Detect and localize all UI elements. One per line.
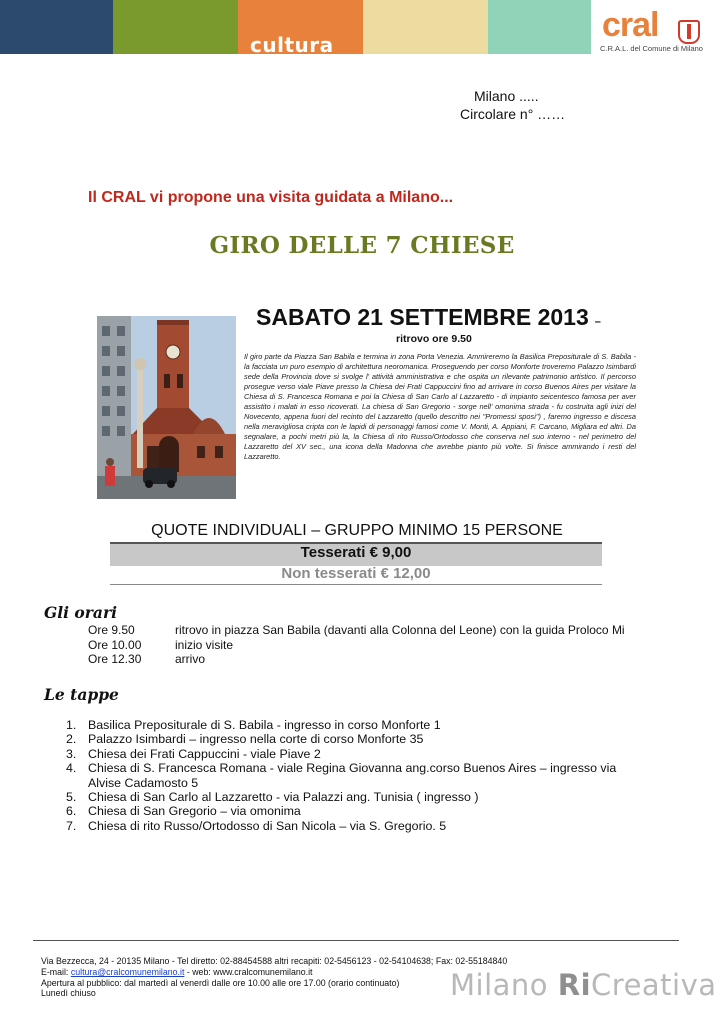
footer-links: E-mail: cultura@cralcomunemilano.it - web: www.cralcomunemilano.it	[41, 966, 313, 977]
schedule-time: Ore 9.50	[88, 623, 135, 637]
price-non-members: Non tesserati € 12,00	[281, 565, 431, 582]
list-item-number: 6.	[66, 804, 77, 819]
list-item-text: Chiesa di San Gregorio – via omonima	[88, 804, 301, 819]
section-label: cultura	[250, 33, 334, 57]
list-item-number: 5.	[66, 790, 77, 805]
footer-contacts	[41, 956, 507, 999]
list-item-number: 3.	[66, 746, 77, 761]
web-address: www.cralcomunemilano.it	[213, 966, 313, 977]
list-item-text: Chiesa di S. Francesca Romana - viale Regina Giovanna ang.corso Buenos Aires – ingresso via Alvise Cadamosto 5	[88, 761, 617, 790]
list-item-text: Basilica Prepositurale di S. Babila - ingresso in corso Monforte 1	[88, 718, 441, 732]
footer-divider	[33, 940, 679, 941]
schedule-desc: ritrovo in piazza San Babila (davanti alla Colonna del Leone) con la guida Proloco Mi	[175, 623, 625, 637]
list-item	[66, 819, 626, 833]
list-item-number: 2.	[66, 732, 77, 747]
footer-hours: Apertura al pubblico: dal martedì al venerdì dalle ore 10.00 alle ore 17.00 (orario continuato)	[41, 977, 400, 988]
event-description: Il giro parte da Piazza San Babila e termina in zona Porta Venezia. Ammireremo la Basilica Prepositurale di S. Babila - la facciata un puro esempio di architettura neoromanica. Proseguendo per corso Monforte troveremo Palazzo Isimbardi sede della Provincia dove si svolge l' attività amministrativa e che ospita un rilevante patrimonio artistico. Il percorso prosegue verso viale Piave presso la Chiesa dei Frati Cappuccini fino ad arrivare in corso Buenos Aires per visitare la Chiesa di S. Francesca Romana e poi la Chiesa di San Carlo al Lazzaretto - di impianto seicentesco famosa per aver assistito i malati in esso ricoverati. La chiesa di San Gregorio - sorge nell' omonima strada - fu costruita agli inizi del Novecento, appena fuori del recinto del Lazzaretto (quello descritto nei "Promessi sposi") , faremo ingresso e discesa nella meravigliosa cripta con le lapidi di personaggi famosi come V. Monti, A. Appiani, F. Carcano, Migliara ed altri. Da segnalare, a pochi metri più la, la Chiesa di rito Russo/Ortodosso che conserva nel suo interno - nel perimetro del Lazzaretto del XV sec., una icona della Madonna che avrebbe pianto più volte. Si finisce ammirando i resti del Lazzaretto.	[244, 352, 636, 461]
list-item-text: Chiesa dei Frati Cappuccini - viale Piave 2	[88, 746, 321, 761]
schedule-desc: arrivo	[175, 652, 206, 666]
footer-closed: Lunedì chiuso	[41, 988, 96, 999]
list-item	[66, 732, 626, 746]
price-divider	[110, 584, 602, 585]
intro-heading: Il CRAL vi propone una visita guidata a Milano...	[88, 189, 454, 206]
cral-logo	[600, 6, 710, 56]
stops-list	[66, 718, 626, 833]
schedule-time: Ore 10.00	[88, 638, 142, 652]
schedule-time: Ore 12.30	[88, 652, 142, 666]
meeting-time: ritrovo ore 9.50	[396, 333, 472, 345]
header-band-blue	[0, 0, 113, 54]
list-item-number: 4.	[66, 761, 77, 776]
footer-address: Via Bezzecca, 24 - 20135 Milano - Tel diretto: 02-88454588 altri recapiti: 02-5456123 - 02-54104638; Fax: 02-55184840	[41, 956, 508, 966]
header-band-beige	[363, 0, 488, 54]
milano-ricreativa-logo: Milano RiCreativa	[450, 968, 717, 1002]
list-item	[66, 761, 626, 790]
list-item	[66, 718, 626, 732]
list-item-text: Palazzo Isimbardi – ingresso nella corte di corso Monforte 35	[88, 732, 424, 747]
milan-shield-icon	[678, 20, 700, 44]
list-item	[66, 804, 626, 818]
church-photo	[97, 316, 236, 499]
list-item	[66, 790, 626, 804]
header-band-green	[113, 0, 238, 54]
date-dash: –	[594, 316, 601, 328]
list-item	[66, 747, 626, 761]
schedule-desc: inizio visite	[175, 638, 234, 652]
logo-wordmark: cral	[602, 6, 659, 44]
orari-heading: Gli orari	[44, 603, 118, 622]
place-line: Milano .....	[474, 88, 539, 104]
list-item-text: Chiesa di rito Russo/Ortodosso di San Nicola – via S. Gregorio. 5	[88, 818, 447, 833]
tappe-heading: Le tappe	[44, 685, 119, 704]
page-title: GIRO DELLE 7 CHIESE	[209, 232, 515, 259]
list-item-text: Chiesa di San Carlo al Lazzaretto - via Palazzi ang. Tunisia ( ingresso )	[88, 790, 479, 805]
list-item-number: 1.	[66, 718, 77, 732]
email-link[interactable]: cultura@cralcomunemilano.it	[70, 966, 185, 977]
list-item-number: 7.	[66, 818, 77, 833]
quote-heading: QUOTE INDIVIDUALI – GRUPPO MINIMO 15 PERSONE	[151, 522, 563, 539]
circolare-line: Circolare n° ……	[460, 106, 566, 122]
logo-subtitle: C.R.A.L. del Comune di Milano	[600, 44, 703, 53]
price-members: Tesserati € 9,00	[300, 544, 412, 561]
header-band-mint	[488, 0, 591, 54]
event-date: SABATO 21 SETTEMBRE 2013 –	[256, 304, 601, 330]
